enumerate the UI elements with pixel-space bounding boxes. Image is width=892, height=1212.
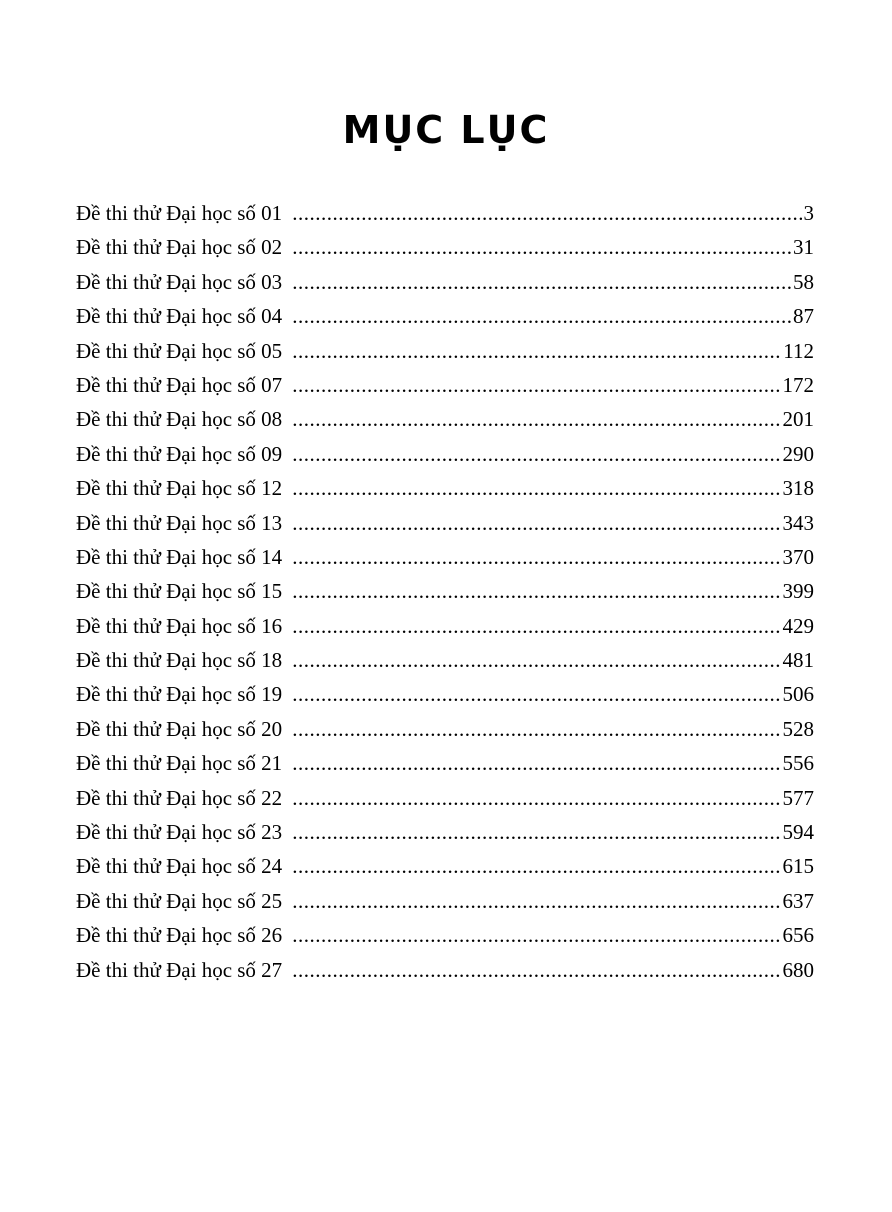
toc-entry-label: Đề thi thử Đại học số 26 [76, 923, 283, 948]
toc-entry-label: Đề thi thử Đại học số 21 [76, 751, 283, 776]
toc-page-number: 656 [782, 923, 814, 948]
toc-entry-label: Đề thi thử Đại học số 22 [76, 785, 283, 810]
toc-page-number: 201 [782, 407, 814, 432]
toc-page-number: 556 [782, 751, 814, 776]
toc-entry-label: Đề thi thử Đại học số 02 [76, 235, 283, 260]
toc-page-number: 3 [803, 201, 814, 225]
toc-entry[interactable] [76, 643, 814, 677]
toc-entry[interactable] [76, 815, 814, 849]
toc-entry[interactable] [76, 746, 814, 780]
toc-entry[interactable] [76, 437, 814, 471]
toc-entry[interactable] [76, 540, 814, 574]
dot-leader [292, 643, 780, 677]
toc-entry[interactable] [76, 265, 814, 299]
toc-page-number: 594 [782, 820, 814, 845]
toc-entry-label: Đề thi thử Đại học số 08 [76, 407, 283, 432]
toc-entry[interactable] [76, 574, 814, 608]
toc-page-number: 290 [782, 441, 814, 466]
toc-entry[interactable] [76, 609, 814, 643]
dot-leader [292, 953, 780, 987]
toc-entry-label: Đề thi thử Đại học số 16 [76, 613, 283, 638]
toc-entry-label: Đề thi thử Đại học số 12 [76, 476, 283, 501]
dot-leader [292, 677, 780, 711]
toc-entry-label: Đề thi thử Đại học số 15 [76, 579, 283, 604]
dot-leader [292, 506, 780, 540]
toc-entry-label: Đề thi thử Đại học số 20 [76, 716, 283, 741]
toc-entry[interactable] [76, 299, 814, 333]
toc-page-number: 343 [782, 510, 814, 535]
dot-leader [292, 884, 780, 918]
toc-page-number: 506 [782, 682, 814, 707]
toc-entry-label: Đề thi thử Đại học số 19 [76, 682, 283, 707]
toc-entry[interactable] [76, 506, 814, 540]
dot-leader [292, 849, 780, 883]
toc-entry-label: Đề thi thử Đại học số 23 [76, 820, 283, 845]
toc-entry[interactable] [76, 918, 814, 952]
toc-entry-label: Đề thi thử Đại học số 27 [76, 957, 283, 982]
toc-entry[interactable] [76, 368, 814, 402]
dot-leader [292, 574, 780, 608]
dot-leader [292, 918, 780, 952]
dot-leader [292, 781, 780, 815]
dot-leader [292, 196, 801, 230]
toc-entry-label: Đề thi thử Đại học số 18 [76, 648, 283, 673]
toc-entry-label: Đề thi thử Đại học số 07 [76, 372, 283, 397]
table-of-contents [76, 196, 814, 987]
toc-entry-label: Đề thi thử Đại học số 14 [76, 544, 283, 569]
toc-entry[interactable] [76, 677, 814, 711]
dot-leader [292, 540, 780, 574]
toc-entry[interactable] [76, 712, 814, 746]
toc-page-number: 58 [793, 269, 814, 294]
toc-entry[interactable] [76, 953, 814, 987]
toc-entry-label: Đề thi thử Đại học số 25 [76, 888, 283, 913]
toc-page-number: 87 [793, 304, 814, 329]
dot-leader [292, 471, 780, 505]
dot-leader [292, 609, 780, 643]
dot-leader [292, 334, 781, 368]
toc-page-number: 429 [782, 613, 814, 638]
toc-page-number: 680 [782, 957, 814, 982]
toc-page-number: 637 [782, 888, 814, 913]
dot-leader [292, 712, 780, 746]
dot-leader [292, 230, 791, 264]
toc-entry[interactable] [76, 230, 814, 264]
dot-leader [292, 299, 791, 333]
toc-entry-label: Đề thi thử Đại học số 03 [76, 269, 283, 294]
toc-entry[interactable] [76, 402, 814, 436]
toc-page-number: 112 [783, 338, 814, 363]
toc-page-number: 577 [782, 785, 814, 810]
dot-leader [292, 746, 780, 780]
page-title: MỤC LỤC [342, 108, 550, 152]
toc-entry[interactable] [76, 781, 814, 815]
toc-page-number: 399 [782, 579, 814, 604]
toc-entry[interactable] [76, 471, 814, 505]
toc-entry-label: Đề thi thử Đại học số 05 [76, 338, 283, 363]
dot-leader [292, 437, 780, 471]
toc-entry-label: Đề thi thử Đại học số 24 [76, 854, 283, 879]
toc-entry-label: Đề thi thử Đại học số 09 [76, 441, 283, 466]
dot-leader [292, 815, 780, 849]
toc-entry-label: Đề thi thử Đại học số 01 [76, 201, 283, 225]
toc-page-number: 172 [782, 372, 814, 397]
dot-leader [292, 368, 780, 402]
toc-entry-label: Đề thi thử Đại học số 04 [76, 304, 283, 329]
toc-entry[interactable] [76, 849, 814, 883]
toc-page-number: 481 [782, 648, 814, 673]
dot-leader [292, 265, 791, 299]
dot-leader [292, 402, 780, 436]
toc-page-number: 31 [793, 235, 814, 260]
toc-page-number: 615 [782, 854, 814, 879]
toc-entry[interactable] [76, 334, 814, 368]
toc-entry[interactable] [76, 196, 814, 230]
toc-page-number: 528 [782, 716, 814, 741]
toc-entry-label: Đề thi thử Đại học số 13 [76, 510, 283, 535]
toc-entry[interactable] [76, 884, 814, 918]
toc-page-number: 318 [782, 476, 814, 501]
toc-page-number: 370 [782, 544, 814, 569]
